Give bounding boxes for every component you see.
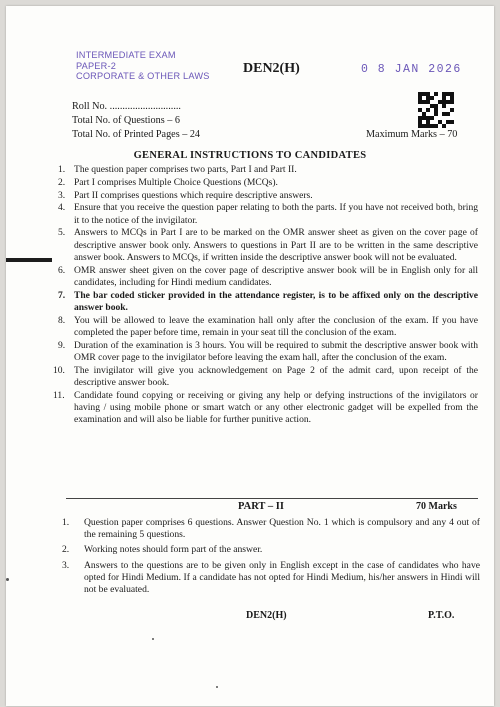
part-ii-item: 3. Answers to the questions are to be given only in English except in the case of candidates who have opted for Hindi Medium. If a candidate has not opted for Hindi Medium, his/her answers in Hindi will not be evaluated. (62, 559, 480, 596)
instruction-item: 11. Candidate found copying or receiving or giving any help or defying instructions of the invigilators or having / using mobile phone or smart watch or any other electronic gadget will be expelled from the examination and will also be liable for further punitive action. (53, 389, 478, 425)
exam-stamp (76, 50, 210, 82)
question-paper-page (6, 6, 494, 706)
part-ii-item: 1. Question paper comprises 6 questions. Answer Question No. 1 which is compulsory and any 4 out of the remaining 5 questions. (62, 517, 480, 541)
instruction-item: 3. Part II comprises questions which require descriptive answers. (58, 189, 313, 201)
instruction-item: 2. Part I comprises Multiple Choice Questions (MCQs). (58, 176, 278, 188)
pto-label: P.T.O. (428, 610, 455, 621)
total-questions: Total No. of Questions – 6 (72, 115, 180, 126)
stamp-line-exam: INTERMEDIATE EXAM (76, 50, 176, 60)
paper-code: DEN2(H) (243, 61, 300, 76)
instruction-item: 4. Ensure that you receive the question paper relating to both the parts. If you have not received both, bring it to the notice of the invigilator. (58, 202, 478, 226)
date-stamp: 0 8 JAN 2026 (361, 63, 462, 76)
footer-paper-code: DEN2(H) (246, 610, 287, 621)
scan-speck (152, 638, 154, 640)
instruction-item-barcode: 7. The bar coded sticker provided in the attendance register, is to be affixed only on the descriptive answer book. (58, 289, 478, 313)
scan-speck (216, 686, 218, 688)
part-ii-title: PART – II (238, 501, 284, 512)
instruction-item: 9. Duration of the examination is 3 hours. You will be required to submit the descriptive answer book with OMR cover page to the invigilator before leaving the exam hall, after the conclusion of the exam. (58, 339, 478, 363)
instruction-item: 5. Answers to MCQs in Part I are to be marked on the OMR answer sheet as given on the cover page of descriptive answer book only. Answers to questions in Part II are to be written in the same descriptive answer book. Answers to MCQs, if written inside the descriptive answer book will not be evaluated. (58, 227, 478, 263)
instructions-title: GENERAL INSTRUCTIONS TO CANDIDATES (133, 150, 367, 161)
instruction-item: 6. OMR answer sheet given on the cover page of descriptive answer book will be in English only for all candidates, including for Hindi medium candidates. (58, 264, 478, 288)
section-divider (66, 498, 478, 499)
part-ii-instructions (62, 517, 480, 599)
margin-mark (6, 258, 52, 262)
total-printed-pages: Total No. of Printed Pages – 24 (72, 129, 201, 140)
roll-no-field: Roll No. ............................ (72, 101, 181, 112)
part-ii-item: 2. Working notes should form part of the answer. (62, 544, 263, 556)
scan-speck (6, 578, 9, 581)
instruction-item: 8. You will be allowed to leave the examination hall only after the conclusion of the exam. If you have completed the paper before time, remain in your seat till the conclusion of the exam. (58, 314, 478, 338)
instruction-item: 10. The invigilator will give you acknowledgement on Page 2 of the admit card, upon receipt of the descriptive answer book. (53, 364, 478, 388)
stamp-line-subject: CORPORATE & OTHER LAWS (76, 71, 210, 81)
stamp-line-paper: PAPER-2 (76, 60, 117, 71)
qr-code-icon (418, 92, 454, 128)
instructions-list (53, 164, 478, 427)
part-ii-marks: 70 Marks (416, 501, 457, 512)
maximum-marks: Maximum Marks – 70 (366, 129, 458, 140)
instruction-item: 1. The question paper comprises two parts, Part I and Part II. (58, 164, 297, 175)
